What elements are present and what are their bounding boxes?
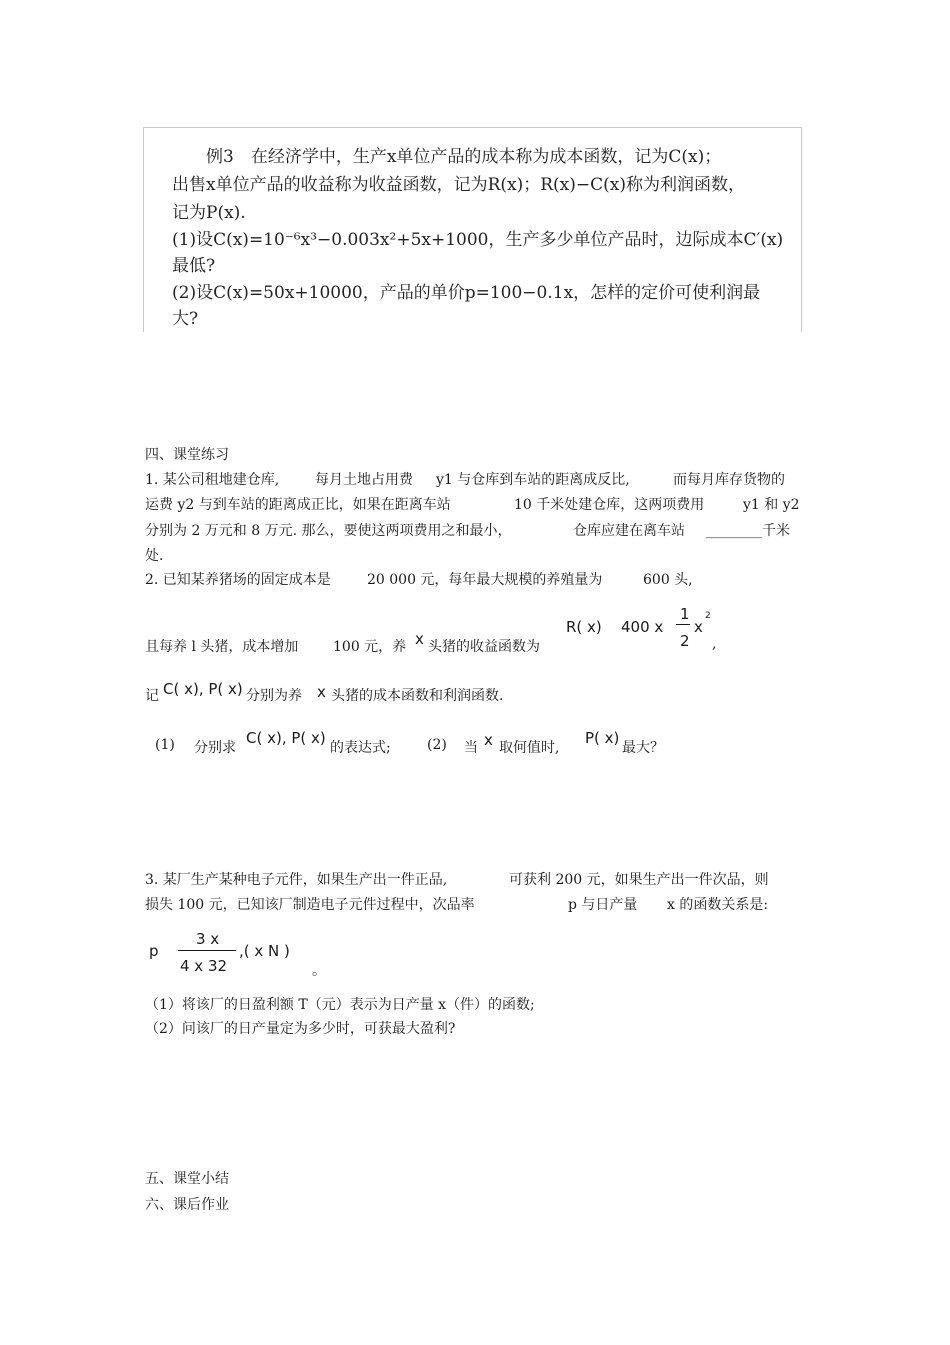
example-3-box — [143, 127, 802, 332]
formula-fraction-bar — [676, 624, 690, 625]
q2-line4-e: 当 — [464, 740, 478, 756]
q1-line3-a: 分别为 2 万元和 8 万元. 那么，要使这两项费用之和最小， — [145, 523, 512, 539]
formula-p-domain: ,( x N ) — [239, 942, 290, 960]
q3-line1-a: 3. 某厂生产某种电子元件，如果生产出一件正品, — [145, 872, 448, 888]
q2-line2-c: 头猪的收益函数为 — [428, 639, 540, 655]
formula-x: x — [694, 618, 703, 636]
q3-line2-c: x 的函数关系是: — [667, 897, 769, 913]
q3-sub-2: （2）问该厂的日产量定为多少时，可获最大盈利? — [145, 1021, 456, 1037]
q2-line4-part1-label: (1) — [155, 737, 175, 753]
formula-comma: , — [712, 636, 717, 652]
q2-line2-x: x — [415, 630, 424, 648]
formula-exponent: 2 — [705, 611, 711, 621]
example-line-4: (1)设C(x)=10⁻⁶x³−0.003x²+5x+1000，生产多少单位产品时，边际成本C′(x) — [172, 230, 784, 250]
q1-line2-c: y1 和 y2 — [743, 497, 800, 513]
q1-line2-b: 10 千米处建仓库，这两项费用 — [514, 497, 705, 513]
q2-line4-x: x — [484, 731, 493, 749]
q2-line4-c: 的表达式; — [330, 740, 391, 756]
example-line-1: 例3 在经济学中，生产x单位产品的成本称为成本函数，记为C(x)； — [206, 147, 722, 167]
q2-line4-b: 分别求 — [194, 740, 236, 756]
q1-line1-d: 而每月库存货物的 — [673, 472, 785, 488]
example-line-3: 记为P(x). — [172, 203, 246, 223]
formula-400x: 400 x — [621, 618, 664, 636]
formula-denominator: 2 — [680, 632, 690, 650]
section-4-title: 四、课堂练习 — [145, 447, 229, 463]
q2-line4-g: 取何值时, — [499, 740, 560, 756]
q3-line2-a: 损失 100 元，已知该厂制造电子元件过程中，次品率 — [145, 897, 475, 913]
q1-line1-c: y1 与仓库到车站的距离成反比, — [436, 472, 630, 488]
q3-line1-b: 可获利 200 元，如果生产出一件次品，则 — [509, 872, 769, 888]
section-6-title: 六、课后作业 — [145, 1197, 229, 1213]
formula-p: p — [149, 942, 159, 960]
q3-line2-b: p 与日产量 — [568, 897, 638, 913]
q3-sub-1: （1）将该厂的日盈利额 T（元）表示为日产量 x（件）的函数; — [145, 997, 535, 1013]
q1-line4: 处. — [145, 548, 164, 564]
q1-line1-a: 1. 某公司租地建仓库, — [145, 472, 280, 488]
q2-line2-b: 100 元，养 — [333, 639, 407, 655]
q2-line4-part2-label: (2) — [427, 737, 447, 753]
q2-line3-c: 头猪的成本函数和利润函数. — [331, 688, 504, 704]
q1-line1-b: 每月土地占用费 — [315, 472, 413, 488]
formula-p-fraction-bar — [178, 950, 236, 951]
formula-p-period: 。 — [312, 963, 326, 979]
example-line-7: 大? — [172, 309, 199, 329]
formula-r-of-x: R( x) — [566, 618, 602, 636]
q1-line2-a: 运费 y2 与到车站的距离成正比，如果在距离车站 — [145, 497, 451, 513]
q2-line4-formula: C( x), P( x) — [246, 729, 326, 747]
q2-line4-h: 最大？ — [622, 740, 664, 756]
q2-line3-a: 记 — [145, 688, 159, 704]
q1-line3-b: 仓库应建在离车站 — [573, 523, 685, 539]
q2-line3-formula: C( x), P( x) — [163, 680, 243, 698]
formula-p-denominator: 4 x 32 — [180, 957, 228, 975]
section-5-title: 五、课堂小结 — [145, 1171, 229, 1187]
example-line-2: 出售x单位产品的收益称为收益函数，记为R(x)；R(x)−C(x)称为利润函数， — [172, 175, 745, 195]
example-line-5: 最低? — [172, 256, 216, 276]
q2-line4-p: P( x) — [585, 729, 620, 747]
q2-line1-b: 20 000 元，每年最大规模的养殖量为 — [367, 572, 603, 588]
example-line-6: (2)设C(x)=50x+10000，产品的单价p=100−0.1x，怎样的定价可使利润最 — [172, 283, 761, 303]
q1-line3-c: ________千米 — [706, 523, 790, 539]
q2-line1-c: 600 头, — [643, 572, 693, 588]
q2-line3-x: x — [317, 683, 326, 701]
q2-line1-a: 2. 已知某养猪场的固定成本是 — [145, 572, 331, 588]
formula-p-numerator: 3 x — [196, 930, 220, 948]
q2-line3-b: 分别为养 — [246, 688, 302, 704]
q2-line2-a: 且每养 l 头猪，成本增加 — [145, 639, 299, 655]
formula-numerator: 1 — [680, 605, 690, 623]
